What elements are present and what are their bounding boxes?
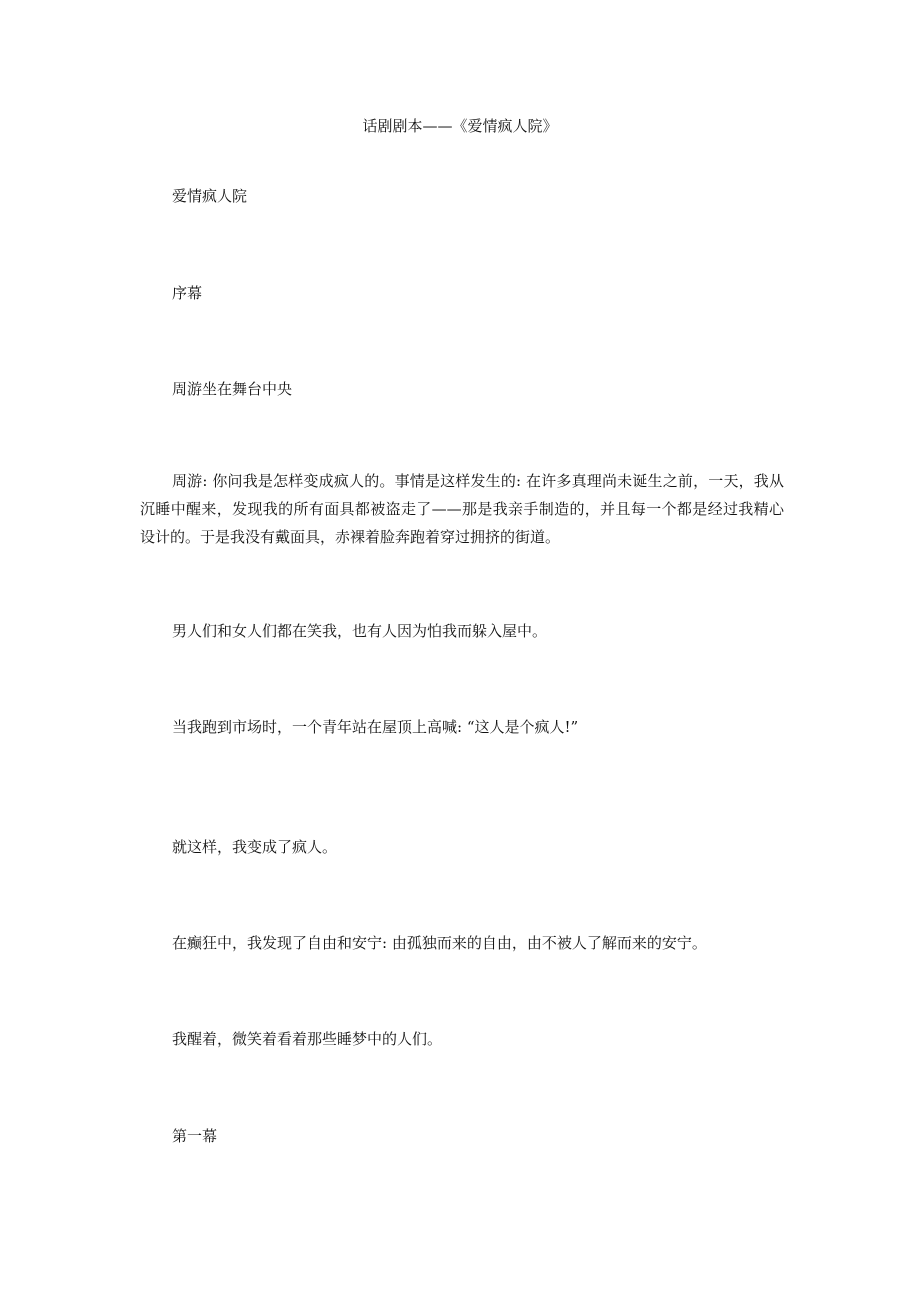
monologue-paragraph: 当我跑到市场时，一个青年站在屋顶上高喊: “这人是个疯人!” [172, 718, 579, 736]
play-name: 爱情疯人院 [172, 187, 248, 205]
document-title: 话剧剧本——《爱情疯人院》 [362, 117, 558, 135]
monologue-paragraph: 就这样，我变成了疯人。 [172, 838, 338, 856]
prologue-heading: 序幕 [172, 284, 203, 302]
monologue-paragraph: 我醒着，微笑着看着那些睡梦中的人们。 [172, 1030, 443, 1048]
stage-direction: 周游坐在舞台中央 [172, 380, 293, 398]
monologue-paragraph: 周游: 你问我是怎样变成疯人的。事情是这样发生的: 在许多真理尚未诞生之前，一天，我从沉睡中醒来，发现我的所有面具都被盗走了——那是我亲手制造的，并且每一个都是经过我精心设计的。于是我没有戴面具，赤裸着脸奔跑着穿过拥挤的街道。 [140, 472, 784, 546]
monologue-paragraph: 男人们和女人们都在笑我，也有人因为怕我而躲入屋中。 [172, 622, 548, 640]
act-one-heading: 第一幕 [172, 1127, 218, 1145]
monologue-paragraph: 在癫狂中，我发现了自由和安宁: 由孤独而来的自由，由不被人了解而来的安宁。 [172, 934, 707, 952]
